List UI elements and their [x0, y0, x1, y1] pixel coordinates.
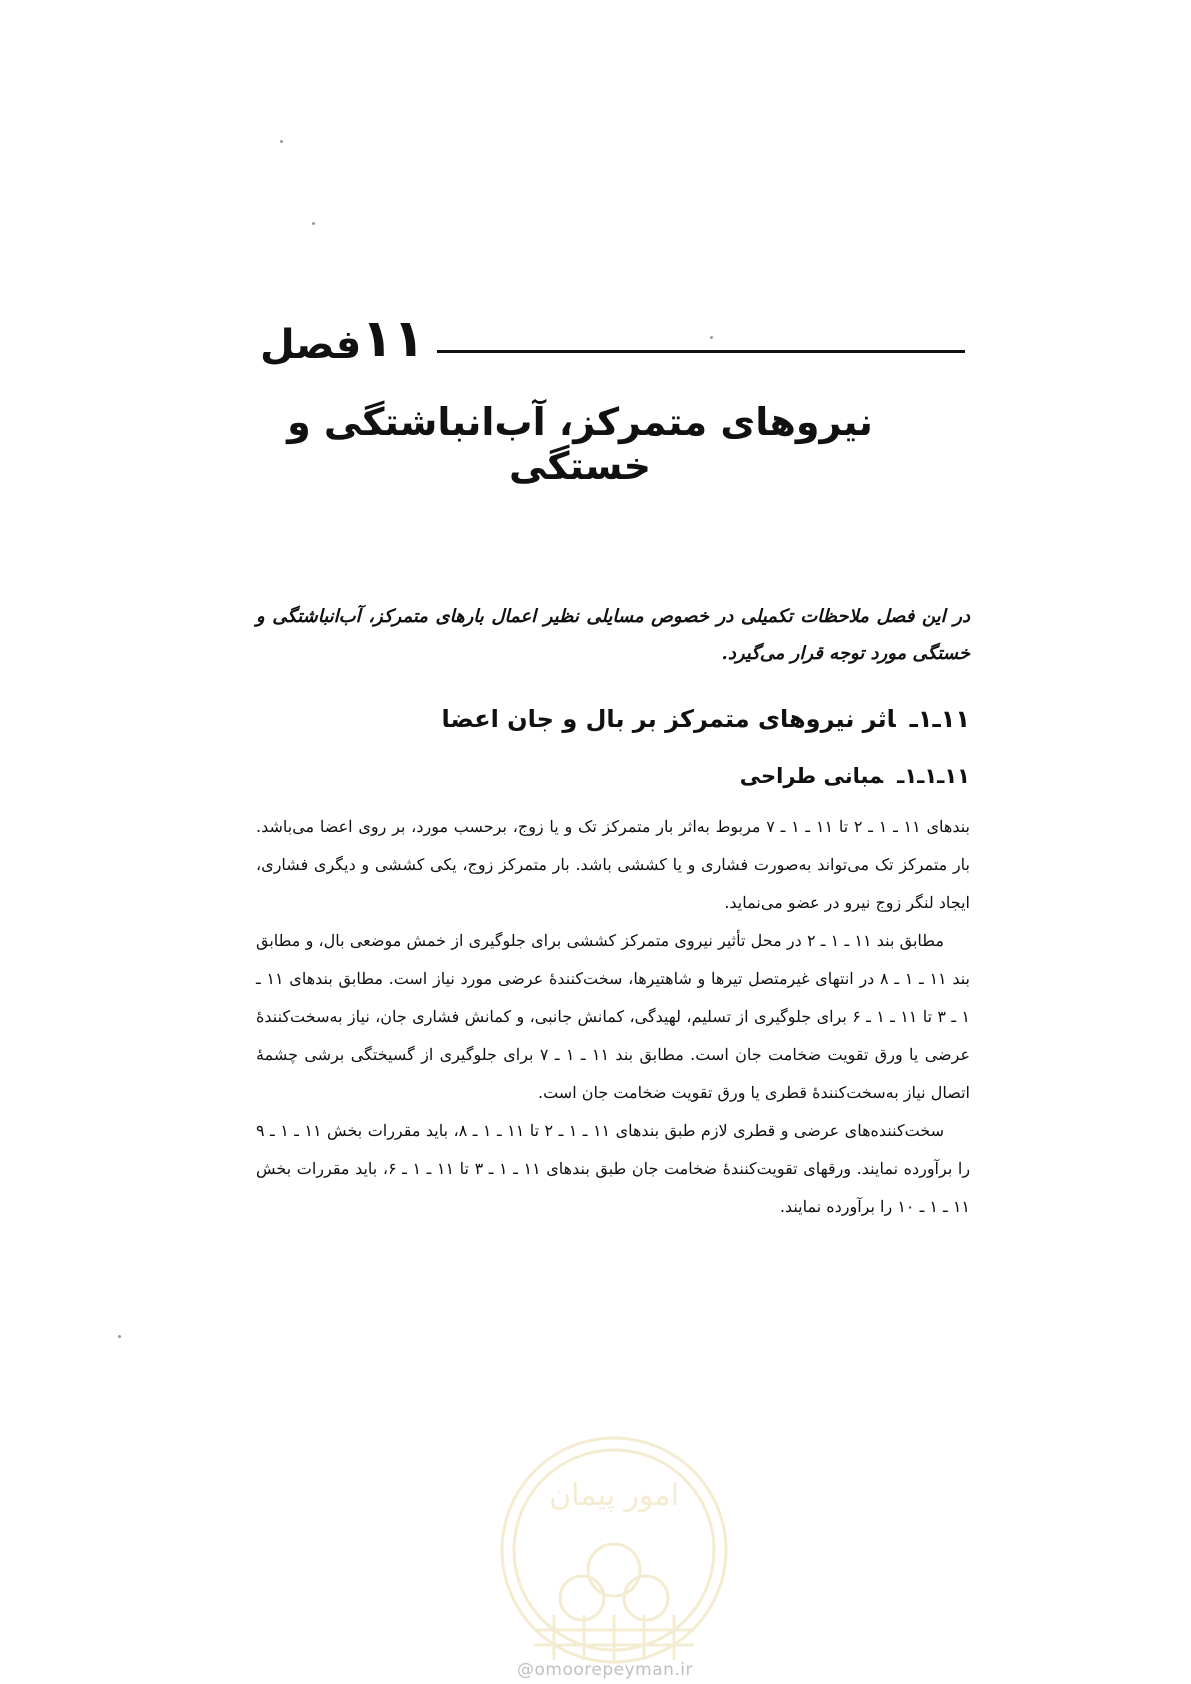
subsection-title: مبانی طراحی: [739, 764, 884, 788]
subsection-number: ۱۱ـ۱ـ۱ـ: [897, 764, 970, 788]
body-paragraph: مطابق بند ۱۱ ـ ۱ ـ ۲ در محل تأثیر نیروی متمرکز کششی برای جلوگیری از خمش موضعی بال، و مطابق بند ۱۱ ـ ۱ ـ ۸ در انتهای غیرمتصل تیرها و شاهتیرها، سخت‌کنندهٔ عرضی مورد نیاز است. مطابق بندهای ۱۱ ـ ۱ ـ ۳ تا ۱۱ ـ ۱ ـ ۶ برای جلوگیری از تسلیم، لهیدگی، کمانش جانبی، و کمانش فشاری جان، نیاز به‌سخت‌کنندهٔ عرضی یا ورق تقویت ضخامت جان است. مطابق بند ۱۱ ـ ۱ ـ ۷ برای جلوگیری از گسیختگی برشی چشمهٔ اتصال نیاز به‌سخت‌کنندهٔ قطری یا ورق تقویت ضخامت جان است.: [256, 931, 971, 1102]
body-paragraph: سخت‌کننده‌های عرضی و قطری لازم طبق بندهای ۱۱ ـ ۱ ـ ۲ تا ۱۱ ـ ۱ ـ ۸، باید مقررات بخش ۱۱ ـ ۱ ـ ۹ را برآورده نمایند. ورقهای تقویت‌کنندهٔ ضخامت جان طبق بندهای ۱۱ ـ ۱ ـ ۳ تا ۱۱ ـ ۱ ـ ۶، باید مقررات بخش ۱۱ ـ ۱ ـ ۱۰ را برآورده نمایند.: [256, 1121, 971, 1216]
watermark-url: @omoorepeyman.ir: [516, 1660, 694, 1680]
watermark-logo-text: امور پیمان: [549, 1478, 679, 1513]
chapter-heading: [260, 305, 975, 369]
chapter-number: ١١: [361, 309, 425, 369]
section-title: اثر نیروهای متمرکز بر بال و جان اعضا: [441, 705, 896, 733]
chapter-rule: [437, 350, 965, 353]
subsection-heading: [400, 764, 970, 788]
scan-speck: [280, 140, 283, 143]
scan-speck: [118, 1335, 121, 1338]
chapter-title: نیروهای متمرکز، آب‌انباشتگی و خستگی: [287, 400, 873, 488]
chapter-label: فصل: [260, 322, 362, 368]
intro-paragraph: در این فصل ملاحظات تکمیلی در خصوص مسایلی نظیر اعمال بارهای متمرکز، آب‌انباشتگی و خستگی مورد توجه قرار می‌گیرد.: [256, 606, 970, 664]
body-paragraph: بندهای ۱۱ ـ ۱ ـ ۲ تا ۱۱ ـ ۱ ـ ۷ مربوط به‌اثر بار متمرکز تک و یا زوج، برحسب مورد، بر روی اعضا می‌باشد. بار متمرکز تک می‌تواند به‌صورت فشاری و یا کششی باشد. بار متمرکز زوج، یکی کششی و دیگری فشاری، ایجاد لنگر زوج نیرو در عضو می‌نماید.: [256, 817, 971, 912]
section-heading: [300, 705, 970, 733]
watermark-logo: [494, 1430, 734, 1680]
section-number: ۱۱ـ۱ـ: [909, 705, 970, 733]
body-text: [256, 808, 970, 1226]
scan-speck: [312, 222, 315, 225]
